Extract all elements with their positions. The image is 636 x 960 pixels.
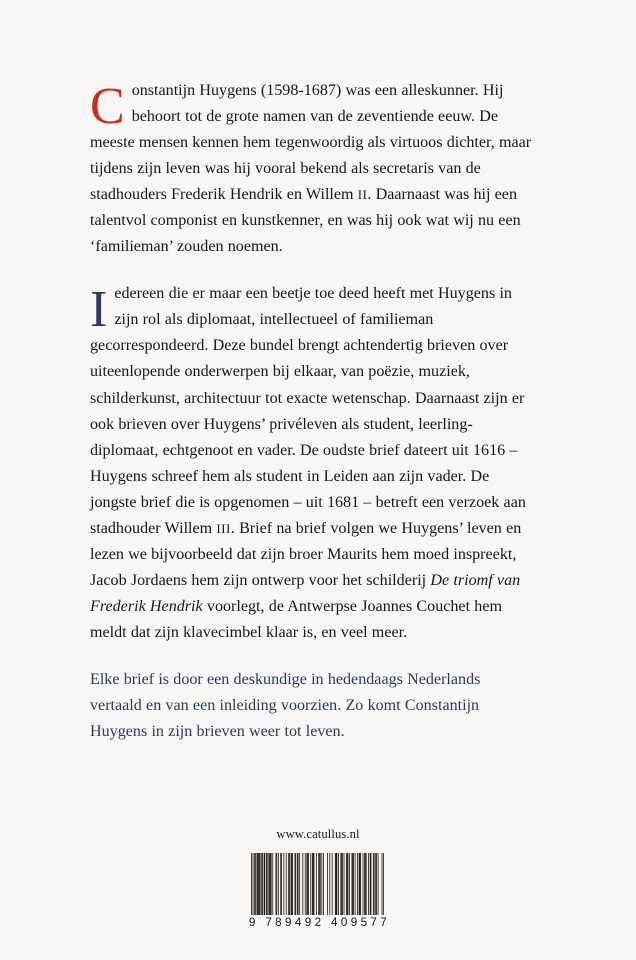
roman-numeral-willem-iii: III <box>216 521 231 536</box>
blurb-text-block <box>90 78 532 745</box>
paragraph-3: Elke brief is door een deskundige in hedendaags Nederlands vertaald en van een inleiding voorzien. Zo komt Constantijn Huygens in zijn brieven weer tot leven. <box>90 670 481 741</box>
paragraph-2-part-b: . Brief na brief volgen we Huygens’ leven en lezen we bijvoorbeeld dat zijn broer Maurits hem moed inspreekt, Jacob Jordaens hem zijn ontwerp voor het schilderij <box>90 519 522 589</box>
barcode-image <box>251 853 384 915</box>
paragraph-1-part-a: onstantijn Huygens (1598-1687) was een alleskunner. Hij behoort tot de grote namen van de zeventiende eeuw. De meeste mensen kennen hem tegenwoordig als virtuoos dichter, maar tijdens zijn leven was hij vooral bekend als secretaris van de stadhouders Frederik Hendrik en Willem <box>90 82 532 204</box>
paragraph-2-part-a: edereen die er maar een beetje toe deed heeft met Huygens in zijn rol als diplomaat, intellectueel of familieman gecorrespondeerd. Deze bundel brengt achtendertig brieven over uiteenlopende onderwerpen bij elkaar, van poëzie, muziek, schilderkunst, architectuur tot exacte wetenschap. Daarnaast zijn er ook brieven over Huygens’ privéleven als student, leerling-diplomaat, echtgenoot en vader. De oudste brief dateert uit 1616 – Huygens schreef hem als student in Leiden aan zijn vader. De jongste brief die is opgenomen – uit 1681 – betreft een verzoek aan stadhouder Willem <box>90 285 526 537</box>
dropcap-i: I <box>90 281 108 339</box>
paragraph-1-part-b: . Daarnaast was hij een talentvol componist en kunstkenner, en was hij ook wat wij nu een ‘familieman’ zouden noemen. <box>90 186 521 256</box>
isbn-number: 9 789492 409577 <box>248 916 391 929</box>
paragraph-1 <box>90 78 532 260</box>
paragraph-2-part-c: voorlegt, de Antwerpse Joannes Couchet hem meldt dat zijn klavecimbel klaar is, en veel meer. <box>90 597 502 641</box>
dropcap-c: C <box>90 78 125 135</box>
isbn-barcode-block <box>246 853 390 929</box>
publisher-website[interactable]: www.catullus.nl <box>276 827 360 841</box>
paragraph-2 <box>90 281 532 646</box>
cover-footer <box>0 826 636 931</box>
roman-numeral-willem-ii: II <box>357 188 368 203</box>
painting-title: De triomf van Frederik Hendrik <box>90 571 521 615</box>
